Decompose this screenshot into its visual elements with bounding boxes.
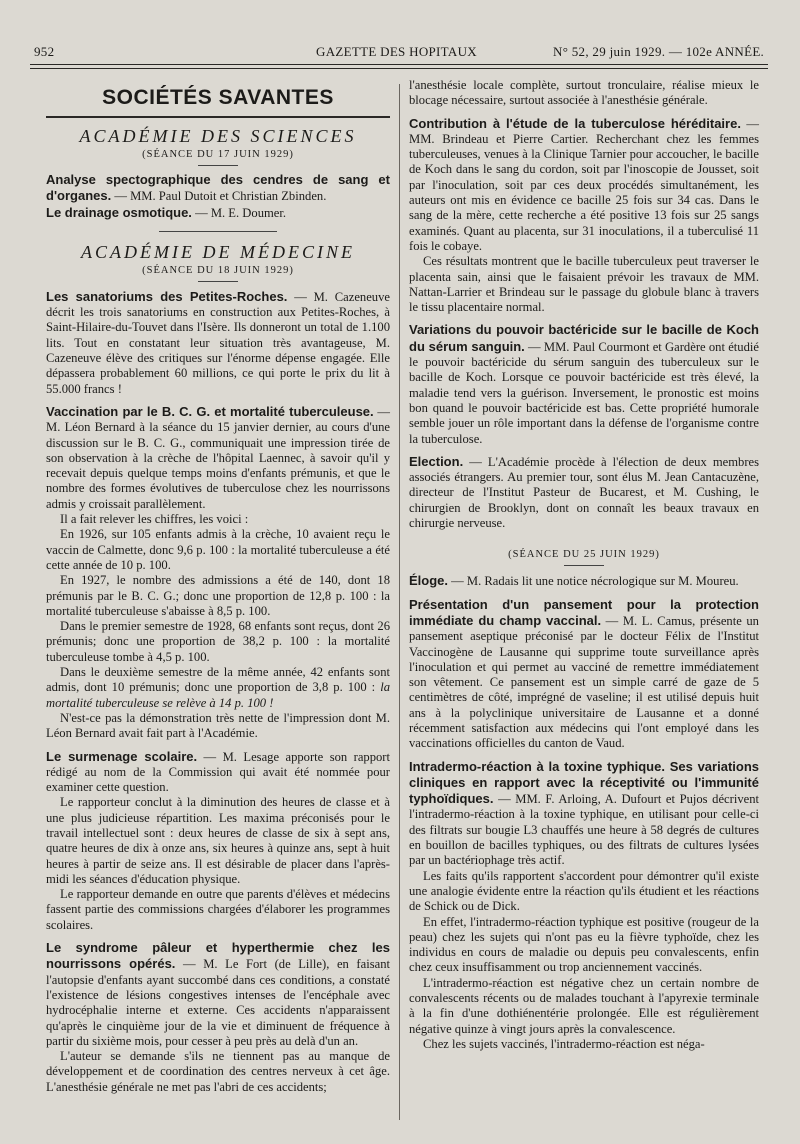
- paragraph: En effet, l'intradermo-réaction typhique est positive (rougeur de la peau) chez les sujets qui n'ont pas eu la fièvre typhoïde, chez les individus en cours de maladie ou depuis peu convalescents, enfin chez ceux insuffisamment ou trop anciennement vaccinés.: [409, 914, 759, 975]
- article-title: Le drainage osmotique.: [46, 204, 192, 220]
- page-number: 952: [34, 44, 55, 59]
- article: [46, 940, 390, 1049]
- header-rule-2: [30, 68, 768, 69]
- article-body: — M. E. Doumer.: [191, 205, 287, 220]
- article-title: Présentation d'un pansement pour la protection immédiate du champ vaccinal.: [409, 596, 759, 628]
- paragraph: Le rapporteur demande en outre que parents d'élèves et médecins fassent partie des commissions chargées d'élaborer les programmes scolaires.: [46, 887, 390, 932]
- paragraph: Dans le premier semestre de 1928, 68 enfants sont reçus, dont 26 prémunis; donc une proportion de 38,2 p. 100 : la mortalité tuberculeuse tombe à 4,5 p. 100.: [46, 619, 390, 664]
- article: [409, 759, 759, 869]
- article-title: Vaccination par le B. C. G. et mortalité tuberculeuse.: [46, 403, 374, 419]
- paragraph: Il a fait relever les chiffres, les voici :: [60, 512, 249, 527]
- article-title: Variations du pouvoir bactéricide sur le bacille de Koch du sérum sanguin.: [409, 322, 759, 354]
- article-body: — M. Lesage apporte son rapport rédigé au nom de la Commission qui avait été nommée pour examiner cette question.: [46, 749, 390, 795]
- session-date: (SÉANCE DU 18 JUIN 1929): [142, 264, 294, 276]
- header-rule: [30, 64, 768, 65]
- article: [409, 116, 759, 255]
- article: [409, 597, 759, 752]
- title-rule: [46, 116, 390, 118]
- paragraph: l'anesthésie locale complète, surtout tronculaire, réalise mieux le blocage nécessaire, surtout associée à l'anesthésie générale.: [409, 78, 759, 108]
- article-title: Le surmenage scolaire.: [46, 748, 198, 764]
- article-body: — M. Radais lit une notice nécrologique sur M. Moureu.: [448, 574, 739, 589]
- article: [46, 289, 390, 397]
- session-date: (SÉANCE DU 25 JUIN 1929): [508, 549, 660, 561]
- article: [46, 205, 390, 221]
- article-body: — MM. Paul Dutoit et Christian Zbinden.: [111, 189, 327, 204]
- section-title: SOCIÉTÉS SAVANTES: [102, 86, 334, 109]
- article: [46, 404, 390, 512]
- article: [409, 454, 759, 531]
- article-title: Analyse spectographique des cendres de sang et d'organes.: [46, 172, 390, 204]
- article-title: Contribution à l'étude de la tuberculose héréditaire.: [409, 115, 741, 131]
- paragraph-text: Dans le deuxième semestre de la même année, 42 enfants sont admis, dont 10 prémunis; donc une proportion de 3,8 p. 100 :: [46, 665, 390, 695]
- right-column: [409, 78, 759, 1052]
- article: [409, 322, 759, 446]
- article-body: — MM. Brindeau et Pierre Cartier. Recherchant chez les femmes tuberculeuses, venues à la Clinique Tarnier pour accoucher, le bacille de Koch dans le sang du cordon, soit par l'inoscopie de Jousset, soit par l'inoculation, soit par ces deux procédés simultanément, les auteurs ont mis en évidence ce bacille 25 fois sur 34 cas. Dans le sang de la mère, cette recherche a été positive 13 fois sur 25 sangs examinés. Quant au placenta, sur 31 inoculations, il a tuberculisé 11 fois le cobaye.: [409, 116, 759, 253]
- article-title: Intradermo-réaction à la toxine typhique. Ses variations cliniques en rapport avec la réceptivité ou l'immunité typhoïdiques.: [409, 758, 759, 807]
- paragraph: Ces résultats montrent que le bacille tuberculeux peut traverser le placenta sain, ainsi que le faisaient prévoir les travaux de MM. Nattan-Larrier et Brindeau sur le passage du globule blanc à travers le tissu placentaire normal.: [409, 254, 759, 315]
- paragraph: L'auteur se demande s'ils ne tiennent pas au manque de développement et de coordination des centres nerveux à cet âge. L'anesthésie générale ne met pas l'abri de ces accidents;: [46, 1049, 390, 1094]
- issue-info: N° 52, 29 juin 1929. — 102e ANNÉE.: [553, 44, 765, 59]
- article-title: Le syndrome pâleur et hyperthermie chez les nourrissons opérés.: [46, 940, 390, 972]
- short-rule: [198, 165, 238, 166]
- article-body: — L'Académie procède à l'élection de deux membres associés étrangers. Au premier tour, sont élus M. Jean Cantacuzène, directeur de l'Institut Pasteur de Bucarest, et M. Cushing, le chirurgien de Brooklyn, dont on connaît les beaux travaux en chirurgie nerveuse.: [409, 454, 759, 531]
- paragraph: Le rapporteur conclut à la diminution des heures de classe et à une plus judicieuse répartition. Les maxima préconisés pour le travail intellectuel sont : deux heures de classe de six à sept ans, quatre heures de dix à onze ans, six heures à quinze ans, sept à huit heures à partir de seize ans. Il est désirable de placer dans l'après-midi les séances d'éducation physique.: [46, 795, 390, 886]
- paragraph: [46, 665, 390, 711]
- session-date: (SÉANCE DU 17 JUIN 1929): [142, 149, 294, 160]
- article-body: — M. Léon Bernard à la séance du 15 janvier dernier, au cours d'une discussion sur le B. C. G., communiquait une impression tirée de son observation à la crèche de l'hôpital Laennec, à savoir qu'il y recevait depuis quelque temps moins d'enfants prémunis, et que le nombre des formes évolutives de tuberculose chez les nourrissons admis y croissait parallèlement.: [46, 404, 390, 511]
- article-body: — M. L. Camus, présente un pansement aseptique préconisé par le docteur Félix de l'Institut Vaccinogène de Lausanne qui supprime toute surveillance après l'inoculation et qui permet au vacciné de remettre immédiatement son vêtement. Ce pansement est un simple carré de gaze de 5 centimètres de côté, imprégné de vaseline; il est utilisé depuis huit ans à la polyclinique universitaire de Lausanne et a donné récemment satisfaction aux médecins qui l'ont employé dans les vaccinations officielles du canton de Vaud.: [409, 613, 759, 751]
- article-title: Éloge.: [409, 573, 449, 589]
- paragraph: En 1926, sur 105 enfants admis à la crèche, 10 avaient reçu le vaccin de Calmette, donc 9,6 p. 100 : la mortalité tuberculeuse a été cette année de 10 p. 100.: [46, 527, 390, 572]
- paragraph: Chez les sujets vaccinés, l'intradermo-réaction est néga-: [423, 1036, 705, 1051]
- article-title: Election.: [409, 453, 464, 469]
- article-body: — M. Cazeneuve décrit les trois sanatoriums en construction aux Petites-Roches, à Saint-Hilaire-du-Touvet dans l'Isère. Ils donneront un total de 1.100 lits. Tout en constatant leur situation très avantageuse, M. Cazeneuve élève des critiques sur l'énorme dépense engagée. Elle dépassera probablement 60 millions, ce qui porte le prix du lit à 55.000 francs !: [46, 289, 390, 396]
- article-body: — MM. F. Arloing, A. Dufourt et Pujos décrivent l'intradermo-réaction à la toxine typhique, en utilisant pour celle-ci des filtrats sur bougie L3 chauffés une heure à 58 degrés de cultures en bouillon de bacilles typhiques, ou des filtrats de cultures lysées par un bactériophage très actif.: [409, 792, 759, 868]
- paragraph: L'intradermo-réaction est négative chez un certain nombre de convalescents récents ou de malades touchant à l'apyrexie terminale à la fin d'une dothiénentérie prolongée. Elle est régulièrement négative quinze à vingt jours après la convalescence.: [409, 975, 759, 1036]
- academy-heading: ACADÉMIE DES SCIENCES: [79, 126, 357, 146]
- article-body: — MM. Paul Courmont et Gardère ont étudié le pouvoir bactéricide du sérum sanguin des tuberculeux sur le bacille de Koch. Lorsque ce pouvoir bactéricide est très élevé, la maladie tend vers la guérison. Inversement, le pronostic est moins bon quand le pouvoir bactéricide est bas. Cette propriété humorale semble jouer un rôle important dans la défense de l'organisme contre la tuberculose.: [409, 339, 759, 446]
- article: [46, 749, 390, 796]
- separator-rule: [159, 231, 277, 232]
- short-rule: [564, 565, 604, 566]
- paragraph: En 1927, le nombre des admissions a été de 140, dont 18 prémunis par le B. C. G.; donc une proportion de 12,8 p. 100 : la mortalité tuberculeuse s'abaisse à 8,5 p. 100.: [46, 573, 390, 618]
- paragraph: Les faits qu'ils rapportent s'accordent pour démontrer qu'il existe une analogie évidente entre la réaction qu'ils étudient et les réactions de Schick ou de Dick.: [409, 868, 759, 914]
- article: [409, 573, 759, 589]
- column-divider: [399, 84, 400, 1120]
- short-rule: [198, 281, 238, 282]
- left-column: [46, 78, 390, 1095]
- italic-text: la mortalité tuberculeuse se relève à 14 p. 100 !: [46, 680, 390, 710]
- article-body: — M. Le Fort (de Lille), en faisant l'autopsie d'enfants ayant succombé dans ces conditions, a constaté l'existence de lésions congestives intenses de l'encéphale avec hydrocéphalie interne et externe. Ces accidents n'apparaissent qu'après le cinquième jour de la vie et diminuent de fréquence à partir du sixième mois, pour cesser à peu près au delà d'un an.: [46, 957, 390, 1048]
- journal-title: GAZETTE DES HOPITAUX: [316, 44, 477, 59]
- academy-heading: ACADÉMIE DE MÉDECINE: [81, 241, 355, 262]
- article: [46, 172, 390, 205]
- paragraph: N'est-ce pas la démonstration très nette de l'impression dont M. Léon Bernard avait fait part à l'Académie.: [46, 710, 390, 741]
- article-title: Les sanatoriums des Petites-Roches.: [46, 288, 288, 304]
